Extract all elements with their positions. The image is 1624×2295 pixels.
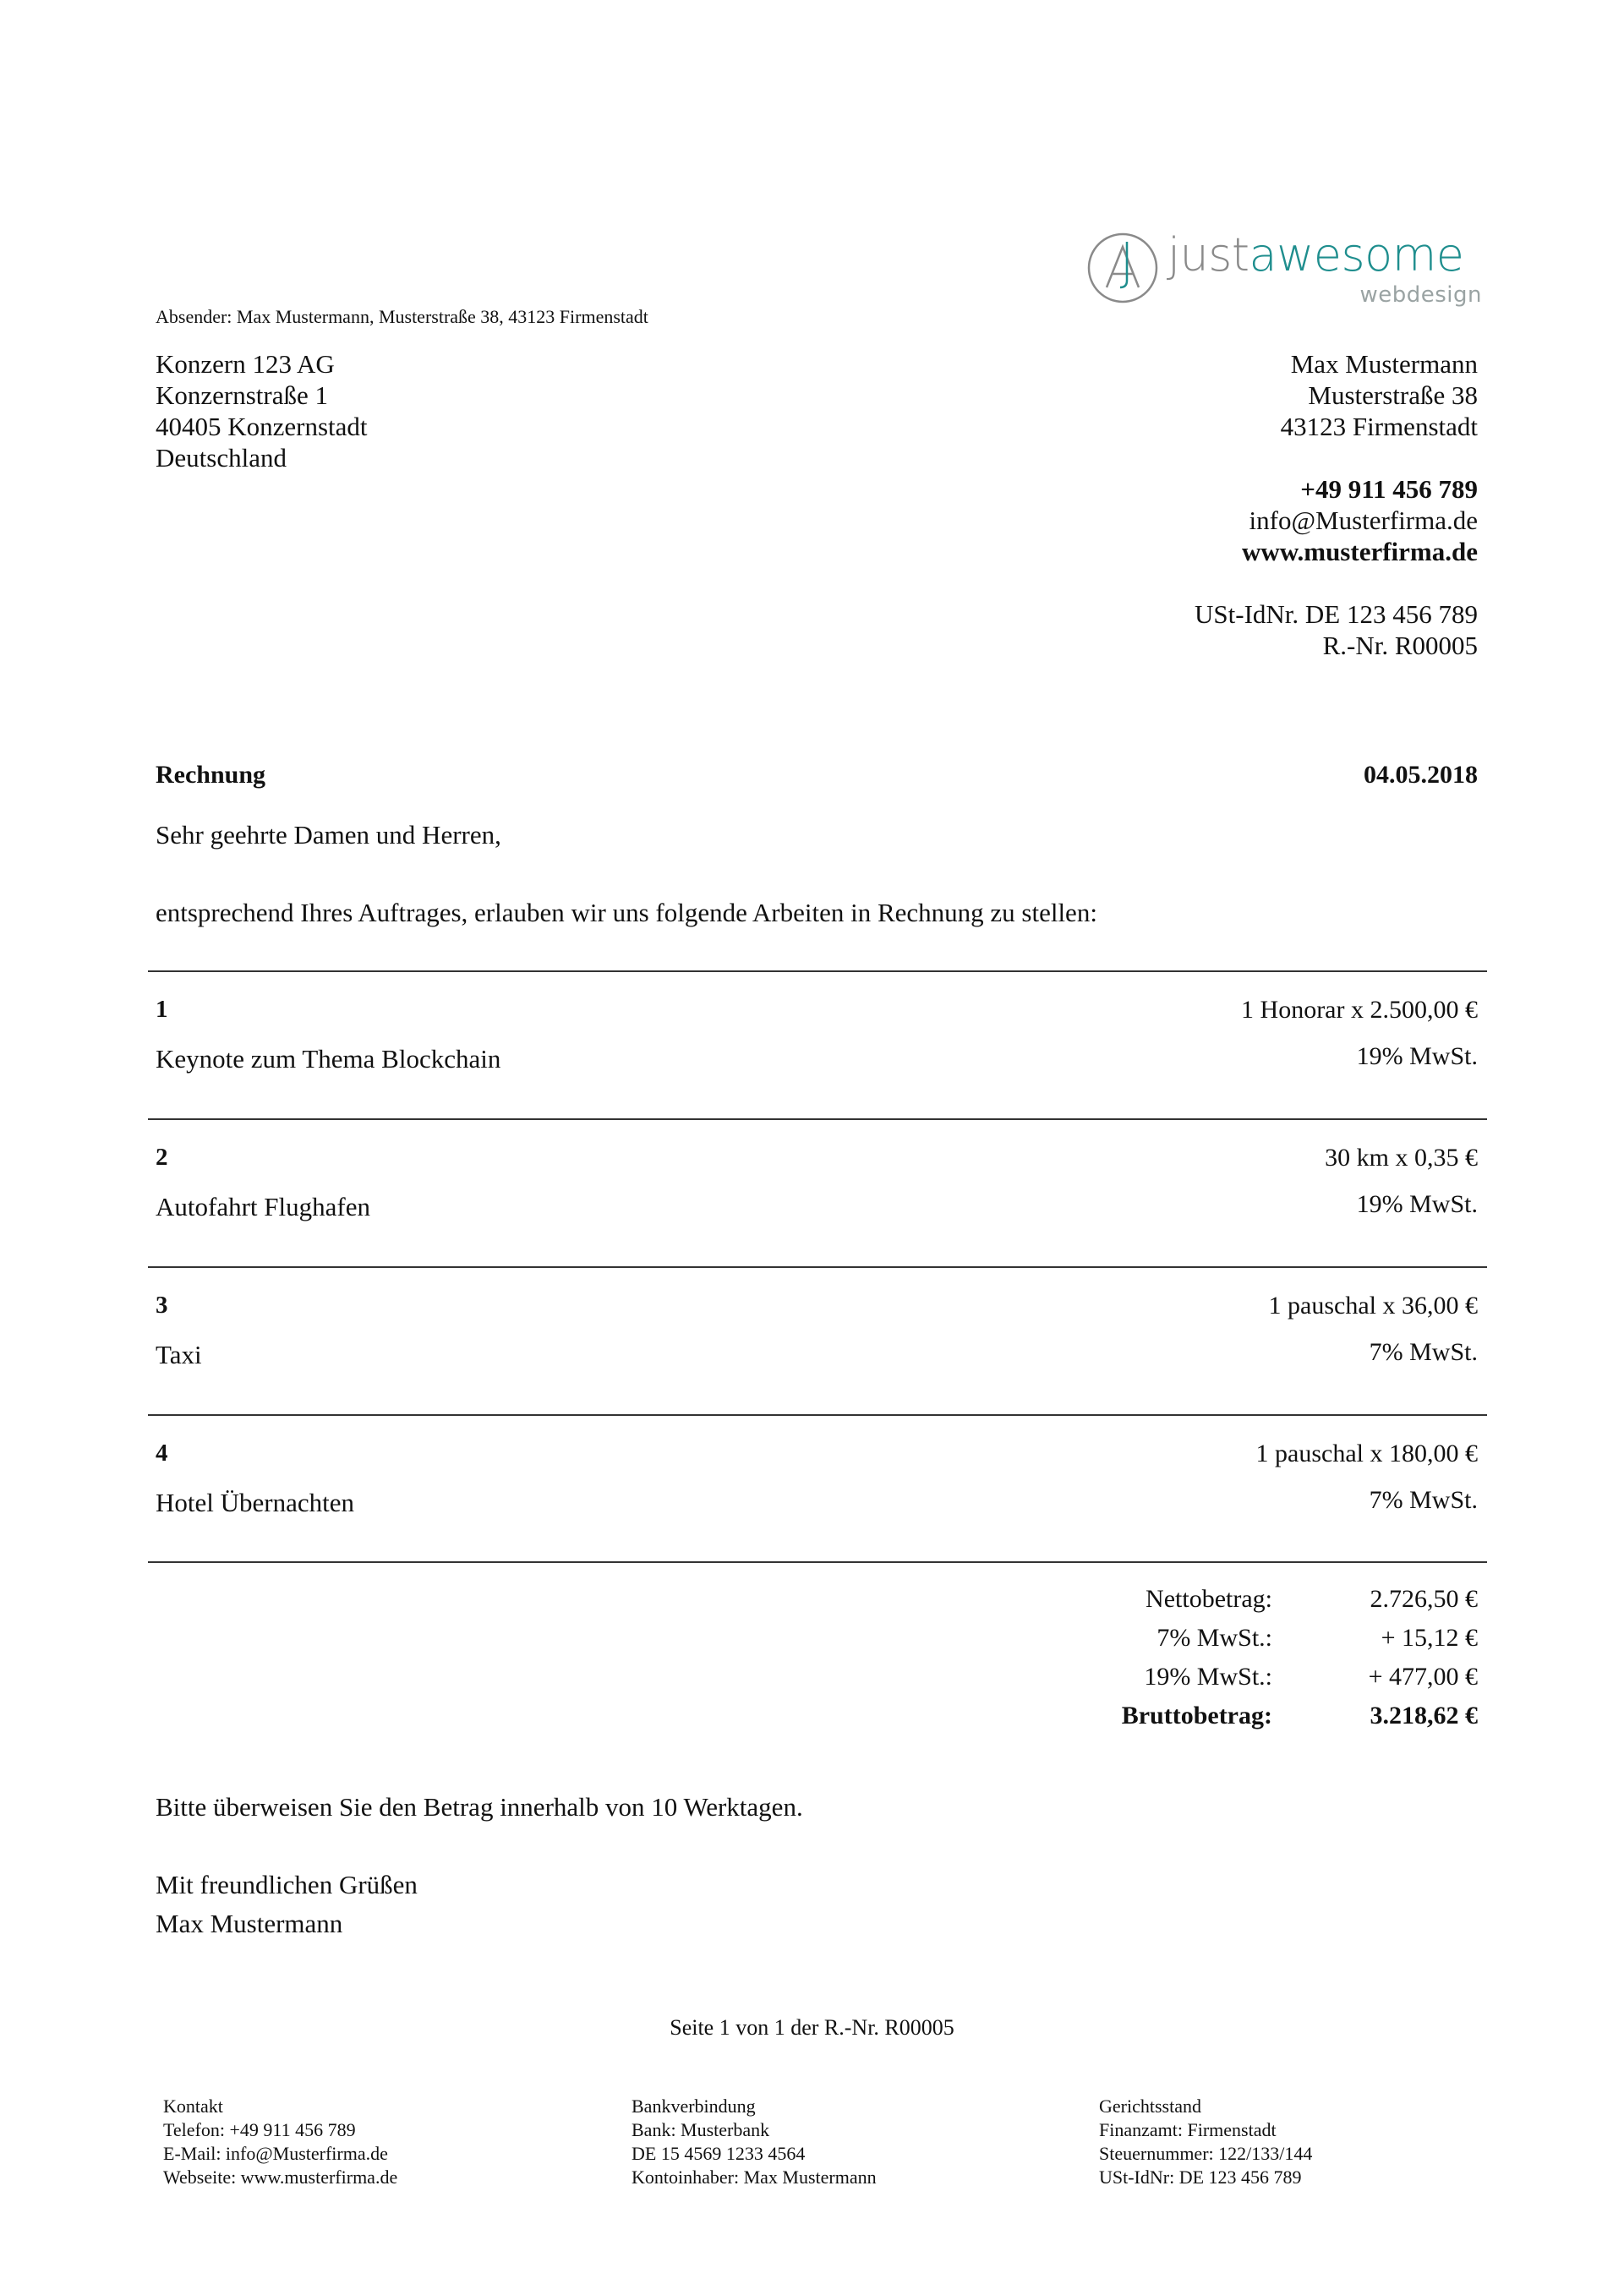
- footer-court-tax-office: Finanzamt: Firmenstadt: [1099, 2119, 1277, 2140]
- footer-bank-iban: DE 15 4569 1233 4564: [632, 2143, 806, 2164]
- logo-wordmark-just: just: [1167, 228, 1249, 281]
- gross-amount-value: 3.218,62 €: [1370, 1702, 1478, 1729]
- item-number: 2: [156, 1144, 168, 1171]
- vat7-value: + 15,12 €: [1381, 1624, 1478, 1652]
- page-info: Seite 1 von 1 der R.-Nr. R00005: [670, 2015, 954, 2040]
- recipient-line-3: 40405 Konzernstadt: [156, 412, 368, 441]
- footer-bank: [632, 2095, 877, 2189]
- item-quantity: 1 pauschal x 180,00 €: [1255, 1440, 1478, 1467]
- footer-contact-phone: Telefon: +49 911 456 789: [163, 2119, 356, 2140]
- divider: [148, 1414, 1487, 1416]
- divider: [148, 970, 1487, 972]
- footer-court-vat-id: USt-IdNr: DE 123 456 789: [1099, 2167, 1302, 2188]
- item-vat: 7% MwSt.: [1369, 1486, 1478, 1514]
- greeting: Mit freundlichen Grüßen: [156, 1870, 418, 1899]
- item-description: Taxi: [156, 1340, 202, 1369]
- invoice-date: 04.05.2018: [1364, 761, 1478, 789]
- item-vat: 7% MwSt.: [1369, 1338, 1478, 1366]
- footer-court: [1099, 2095, 1312, 2189]
- spacer: [1195, 567, 1478, 598]
- footer-contact-website: Webseite: www.musterfirma.de: [163, 2167, 398, 2188]
- spacer: [1195, 442, 1478, 473]
- logo-monogram-icon: [1086, 232, 1159, 304]
- issuer-website: www.musterfirma.de: [1242, 537, 1478, 566]
- footer-bank-heading: Bankverbindung: [632, 2096, 756, 2117]
- footer-court-heading: Gerichtsstand: [1099, 2096, 1201, 2117]
- item-quantity: 1 Honorar x 2.500,00 €: [1241, 996, 1478, 1024]
- issuer-city: 43123 Firmenstadt: [1280, 412, 1478, 441]
- net-amount-label: Nettobetrag:: [1146, 1585, 1272, 1613]
- item-quantity: 1 pauschal x 36,00 €: [1268, 1292, 1478, 1320]
- divider: [148, 1561, 1487, 1563]
- sender-line: Absender: Max Mustermann, Musterstraße 38, 43123 Firmenstadt: [156, 306, 648, 327]
- footer-bank-name: Bank: Musterbank: [632, 2119, 770, 2140]
- footer-contact-heading: Kontakt: [163, 2096, 223, 2117]
- divider: [148, 1118, 1487, 1120]
- signature-name: Max Mustermann: [156, 1909, 343, 1938]
- item-description: Autofahrt Flughafen: [156, 1192, 370, 1221]
- item-number: 3: [156, 1292, 168, 1319]
- salutation: Sehr geehrte Damen und Herren,: [156, 820, 501, 850]
- issuer-vat-id: USt-IdNr. DE 123 456 789: [1195, 599, 1478, 629]
- logo-wordmark: [1167, 230, 1464, 281]
- net-amount-value: 2.726,50 €: [1370, 1585, 1478, 1613]
- item-number: 4: [156, 1440, 168, 1467]
- gross-amount-label: Bruttobetrag:: [1121, 1702, 1272, 1729]
- item-quantity: 30 km x 0,35 €: [1325, 1144, 1478, 1172]
- footer-contact-email: E-Mail: info@Musterfirma.de: [163, 2143, 388, 2164]
- issuer-block: [1195, 348, 1478, 661]
- footer-court-tax-number: Steuernummer: 122/133/144: [1099, 2143, 1313, 2164]
- recipient-line-4: Deutschland: [156, 443, 287, 473]
- issuer-email: info@Musterfirma.de: [1249, 505, 1478, 535]
- issuer-phone: +49 911 456 789: [1300, 474, 1478, 504]
- payment-note: Bitte überweisen Sie den Betrag innerhalb von 10 Werktagen.: [156, 1792, 803, 1822]
- vat7-label: 7% MwSt.:: [1156, 1624, 1272, 1652]
- intro-text: entsprechend Ihres Auftrages, erlauben wir uns folgende Arbeiten in Rechnung zu stellen:: [156, 898, 1097, 927]
- recipient-line-1: Konzern 123 AG: [156, 349, 335, 379]
- recipient-line-2: Konzernstraße 1: [156, 380, 328, 410]
- company-logo: [1086, 227, 1484, 320]
- invoice-title: Rechnung: [156, 761, 266, 789]
- item-description: Hotel Übernachten: [156, 1488, 354, 1517]
- vat19-label: 19% MwSt.:: [1144, 1663, 1272, 1691]
- issuer-street: Musterstraße 38: [1308, 380, 1478, 410]
- footer-bank-holder: Kontoinhaber: Max Mustermann: [632, 2167, 877, 2188]
- issuer-name: Max Mustermann: [1290, 349, 1478, 379]
- footer-contact: [163, 2095, 397, 2189]
- item-number: 1: [156, 996, 168, 1023]
- item-vat: 19% MwSt.: [1356, 1042, 1478, 1070]
- item-vat: 19% MwSt.: [1356, 1190, 1478, 1218]
- divider: [148, 1266, 1487, 1268]
- logo-wordmark-awesome: awesome: [1249, 228, 1464, 281]
- vat19-value: + 477,00 €: [1368, 1663, 1478, 1691]
- invoice-number: R.-Nr. R00005: [1322, 631, 1478, 660]
- logo-subtitle: webdesign: [1359, 282, 1482, 308]
- recipient-address: [156, 348, 368, 473]
- item-description: Keynote zum Thema Blockchain: [156, 1044, 501, 1074]
